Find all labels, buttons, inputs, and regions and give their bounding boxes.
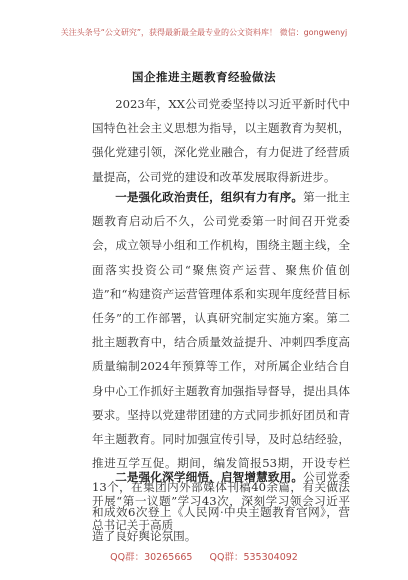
section-1-heading: 一是强化政治责任，组织有力有序。 [115, 190, 304, 204]
section-2-paragraph [92, 465, 350, 538]
header-notice: 关注头条号“公文研究”，获得最新最全最专业的公文资料库！ 微信：gongwenyj [60, 28, 348, 37]
intro-paragraph [92, 92, 350, 189]
section-2-heading: 二是强化深学细悟，启智增慧致用。 [115, 470, 304, 484]
section-2-text: 公司党委开展“第一议题”学习43次，深刻学习领会习近平总书记关于高质 [92, 470, 350, 533]
intro-text: 2023年，XX公司党委坚持以习近平新时代中国特色社会主义思想为指导，以主题教育为契机，强化党建引领，深化党业融合，有力促进了经营质量提高，公司党的建设和改革发展取得新进步。 [92, 97, 350, 184]
section-1-text: 第一批主题教育启动后不久，公司党委第一时间召开党委会，成立领导小组和工作机构，围绕主题主线，全面落实投资公司“聚焦资产运营、聚焦价值创造”和“构建资产运营管理体系和实现年度经营目标任务”的工作部署，认真研究制定实施方案。第二批主题教育中，结合质量效益提升、冲刺四季度高质量编制2024年预算等工作，对所属企业结合自身中心工作抓好主题教育加强指导督导，提出具体要求。坚持以党建带团建的方式同步抓好团员和青年主题教育。同时加强宣传引导，及时总结经验，推进互学互促。期间，编发简报53期，开设专栏13个，在集团内外部媒体刊稿40余篇，有关做法和成效6次登上《人民网·中央主题教育官网》，营造了良好舆论氛围。 [92, 190, 350, 543]
footer-qq-group-2: QQ群：535304092 [209, 552, 298, 563]
footer-qq-group-1: QQ群：30265665 [110, 552, 193, 563]
document-title: 国企推进主题教育经验做法 [132, 70, 276, 84]
footer [0, 549, 408, 563]
